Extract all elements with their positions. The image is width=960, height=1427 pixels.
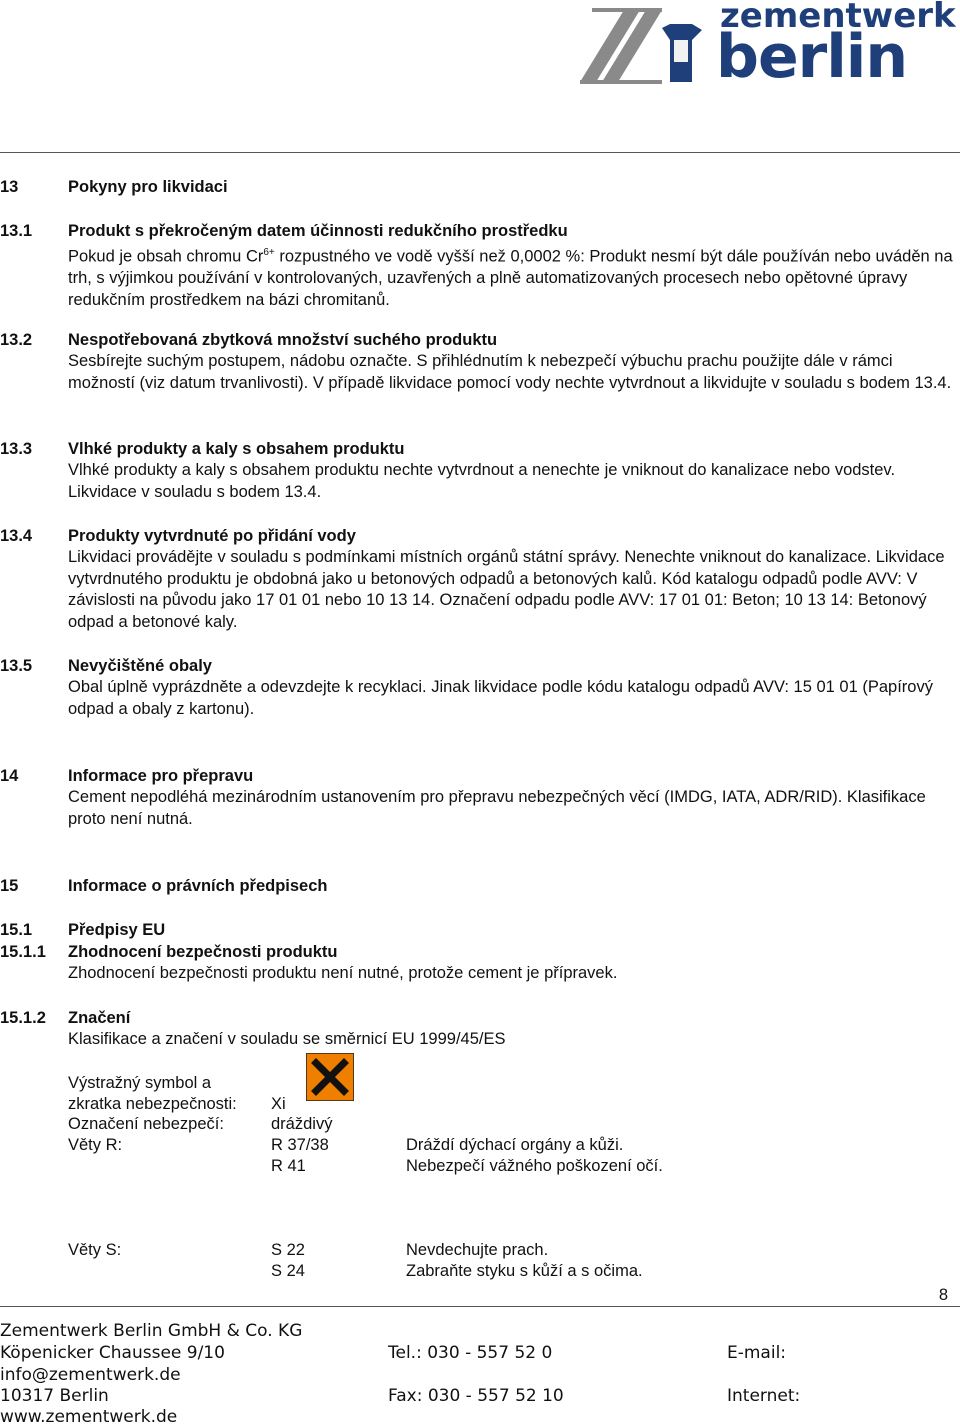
abbr-label: zkratka nebezpečnosti: [68,1095,237,1113]
section-text: Sesbírejte suchým postupem, nádobu označte. S přihlédnutím k nebezpečí výbuchu prachu použijte dále v rámci možností (viz datum trvanlivosti). V případě likvidace pomocí vody nechte vytvrdnout a likvidujte v souladu s bodem 13.4. [68,352,952,392]
section-number: 15.1.2 [0,1009,46,1027]
section-title: Informace pro přepravu [68,767,254,785]
s-phrase-text: Nevdechujte prach. [406,1241,549,1259]
section-text: Likvidaci provádějte v souladu s podmínkami místních orgánů státní správy. Nenechte vniknout do kanalizace. Likvidace vytvrdnutého produktu je obdobná jako u betonových odpadů a betonových kalů. Kód katalogu odpadů podle AVV: V závislosti na původu jako 17 01 01 nebo 10 13 14. Označení odpadu podle AVV: 17 01 01: Beton; 10 13 14: Betonový odpad a betonové kaly. [68,548,945,631]
section-title: Produkty vytvrdnuté po přidání vody [68,527,356,545]
section-text: Vlhké produkty a kaly s obsahem produktu nechte vytvrdnout a nenechte je vniknout do kanalizace nebo vodstev. Likvidace v souladu s bodem 13.4. [68,461,896,501]
section-text: Klasifikace a značení v souladu se směrnicí EU 1999/45/ES [68,1030,506,1048]
section-number: 13 [0,178,19,196]
section-text: Zhodnocení bezpečnosti produktu není nutné, protože cement je přípravek. [68,964,618,982]
company-logo [578,0,956,96]
section-number: 15.1.1 [0,943,46,961]
hazard-symbol-xi [306,1053,354,1101]
section-number: 13.1 [0,222,33,240]
s-phrase-text: Zabraňte styku s kůží a s očima. [406,1262,643,1280]
section-title: Nespotřebovaná zbytková množství suchého produktu [68,331,498,349]
section-number: 13.2 [0,331,33,349]
r-phrases-label: Věty R: [68,1136,123,1154]
page-number: 8 [938,1286,948,1304]
section-title: Značení [68,1009,131,1027]
footer-internet-label: Internet: [727,1386,801,1406]
section-number: 15.1 [0,921,33,939]
section-title: Vlhké produkty a kaly s obsahem produktu [68,440,405,458]
hazard-label: Označení nebezpečí: [68,1115,224,1133]
footer-street: Köpenicker Chaussee 9/10 [0,1343,225,1363]
logo-text-top: zementwerk [720,0,956,36]
section-text: Cement nepodléhá mezinárodním ustanovením pro přepravu nebezpečných věcí (IMDG, IATA, ADR/RID). Klasifikace proto není nutná. [68,788,926,828]
section-number: 13.3 [0,440,33,458]
r-phrase-code: R 37/38 [271,1136,329,1154]
footer-email-label: E-mail: [727,1343,787,1363]
footer-divider [0,1306,960,1307]
footer-web-link[interactable]: www.zementwerk.de [0,1407,178,1427]
symbol-label: Výstražný symbol a [68,1074,212,1092]
r-phrase-text: Nebezpečí vážného poškození očí. [406,1157,663,1175]
footer-company: Zementwerk Berlin GmbH & Co. KG [0,1321,303,1341]
r-phrase-text: Dráždí dýchací orgány a kůži. [406,1136,624,1154]
section-title: Pokyny pro likvidaci [68,178,228,196]
logo-text-bottom: berlin [716,22,908,92]
footer-email-link[interactable]: info@zementwerk.de [0,1365,181,1385]
footer-city: 10317 Berlin [0,1386,109,1406]
section-text: Pokud je obsah chromu $Cr^{6+}$ rozpustného ve vodě vyšší než 0,0002 %: Produkt nesmí být dále používán nebo uváděn na trh, s výjimkou používání v kontrolovaných, uzavřených a plně automatizovaných procesech nebo opětovné úpravy redukčním prostředkem na bázi chromitanů. [68,247,953,309]
section-text: Obal úplně vyprázdněte a odevzdejte k recyklaci. Jinak likvidace podle kódu katalogu odpadů AVV: 15 01 01 (Papírový odpad a obaly z kartonu). [68,678,933,718]
hazard-value: dráždivý [271,1115,333,1133]
footer-fax: Fax: 030 - 557 52 10 [388,1386,564,1406]
abbr-value: Xi [271,1095,286,1113]
section-number: 13.4 [0,527,33,545]
section-number: 15 [0,877,19,895]
section-number: 14 [0,767,19,785]
s-phrase-code: S 22 [271,1241,305,1259]
hazard-cross-icon [306,1053,354,1101]
section-title: Informace o právních předpisech [68,877,328,895]
section-title: Předpisy EU [68,921,166,939]
section-title: Zhodnocení bezpečnosti produktu [68,943,338,961]
section-number: 13.5 [0,657,33,675]
section-title: Produkt s překročeným datem účinnosti redukčního prostředku [68,222,568,240]
footer-tel: Tel.: 030 - 557 52 0 [388,1343,553,1363]
header-divider [0,152,960,153]
section-title: Nevyčištěné obaly [68,657,212,675]
r-phrase-code: R 41 [271,1157,306,1175]
s-phrases-label: Věty S: [68,1241,122,1259]
s-phrase-code: S 24 [271,1262,305,1280]
